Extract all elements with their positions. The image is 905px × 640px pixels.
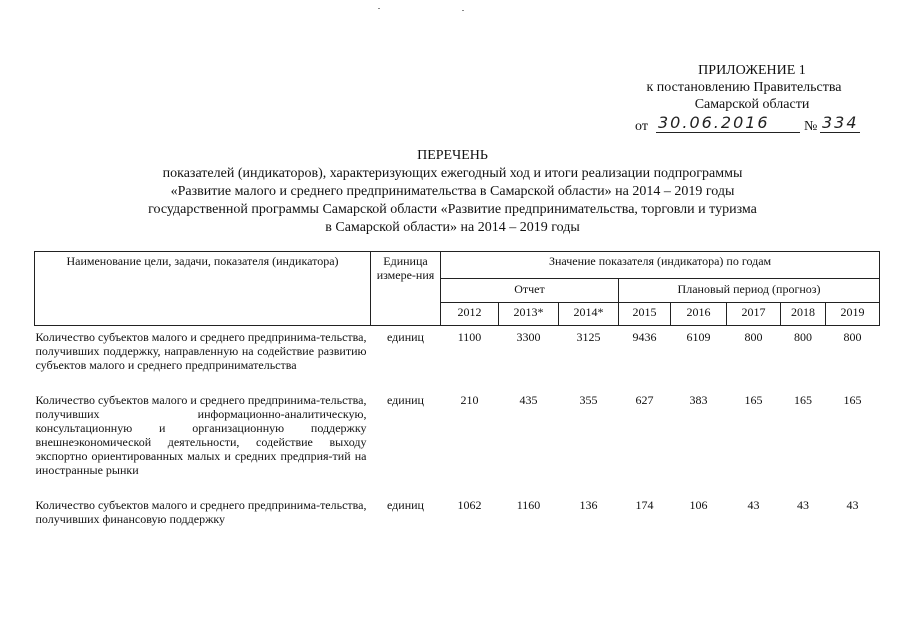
table-row (35, 498, 880, 526)
date-prefix: от (635, 119, 648, 134)
heading-line-2: «Развитие малого и среднего предпринимательства в Самарской области» на 2014 – 2019 годы (170, 184, 735, 199)
heading-line-1: показателей (индикаторов), характеризующих ежегодный ход и итоги реализации подпрограммы (162, 166, 743, 181)
indicator-unit: единиц (387, 393, 424, 407)
header-indicator-name: Наименование цели, задачи, показателя (индикатора) (35, 252, 371, 326)
indicator-unit: единиц (387, 330, 424, 344)
appendix-line-3: Самарской области (694, 97, 810, 112)
header-year: 2017 (727, 303, 781, 326)
header-year: 2016 (671, 303, 727, 326)
indicators-table (34, 251, 880, 526)
header-year: 2013* (499, 303, 559, 326)
value-cell: 627 (635, 393, 654, 407)
indicator-name: Количество субъектов малого и среднего предпринима-тельства, получивших финансовую поддержку (35, 498, 367, 526)
value-cell: 1160 (516, 498, 541, 512)
appendix-block (560, 62, 900, 136)
indicator-unit: единиц (387, 498, 424, 512)
header-report: Отчет (441, 279, 619, 303)
heading-line-3: государственной программы Самарской области «Развитие предпринимательства, торговли и туризма (148, 202, 757, 217)
header-year: 2012 (441, 303, 499, 326)
value-cell: 136 (579, 498, 598, 512)
appendix-line-2: к постановлению Правительства (646, 80, 842, 95)
heading-line-4: в Самарской области» на 2014 – 2019 годы (325, 220, 580, 235)
value-cell: 800 (744, 330, 763, 344)
value-cell: 165 (843, 393, 862, 407)
value-cell: 1062 (457, 498, 482, 512)
scan-dot (378, 8, 380, 9)
indicator-name: Количество субъектов малого и среднего предпринима-тельства, получивших информационно-аналитическую, консультационную и организационную поддержку внешнеэкономической деятельности, содействие выходу экспортно ориентированных малых и средних предприя-тий на иностранные рынки (35, 393, 367, 477)
header-values-by-year: Значение показателя (индикатора) по годам (441, 252, 880, 279)
value-cell: 43 (747, 498, 760, 512)
date-underline (656, 132, 800, 133)
header-year: 2015 (619, 303, 671, 326)
value-cell: 383 (689, 393, 708, 407)
scan-dot (462, 10, 464, 11)
value-cell: 435 (519, 393, 538, 407)
value-cell: 800 (794, 330, 812, 344)
header-year: 2019 (826, 303, 880, 326)
header-year: 2018 (781, 303, 826, 326)
value-cell: 355 (579, 393, 598, 407)
value-cell: 174 (635, 498, 654, 512)
value-cell: 3300 (516, 330, 541, 344)
number-underline (820, 132, 860, 133)
value-cell: 800 (843, 330, 862, 344)
value-cell: 6109 (686, 330, 711, 344)
value-cell: 1100 (457, 330, 482, 344)
value-cell: 106 (689, 498, 708, 512)
value-cell: 9436 (632, 330, 657, 344)
decree-date: 30.06.2016 (658, 113, 770, 132)
header-unit: Единица измере-ния (371, 252, 441, 326)
value-cell: 3125 (576, 330, 601, 344)
indicator-name: Количество субъектов малого и среднего предпринима-тельства, получивших поддержку, направленную на содействие развитию субъектов малого и среднего предпринимательства (35, 330, 367, 372)
document-heading (0, 147, 905, 237)
value-cell: 43 (797, 498, 809, 512)
decree-number: 334 (822, 113, 859, 132)
table-row (35, 393, 880, 477)
table-row (35, 330, 880, 372)
header-year: 2014* (559, 303, 619, 326)
header-plan-period: Плановый период (прогноз) (619, 279, 880, 303)
appendix-title: ПРИЛОЖЕНИЕ 1 (698, 63, 806, 78)
value-cell: 165 (744, 393, 763, 407)
value-cell: 165 (794, 393, 812, 407)
value-cell: 43 (846, 498, 859, 512)
heading-title: ПЕРЕЧЕНЬ (417, 148, 488, 163)
value-cell: 210 (460, 393, 479, 407)
decree-reference (560, 114, 900, 136)
number-prefix: № (804, 119, 818, 134)
